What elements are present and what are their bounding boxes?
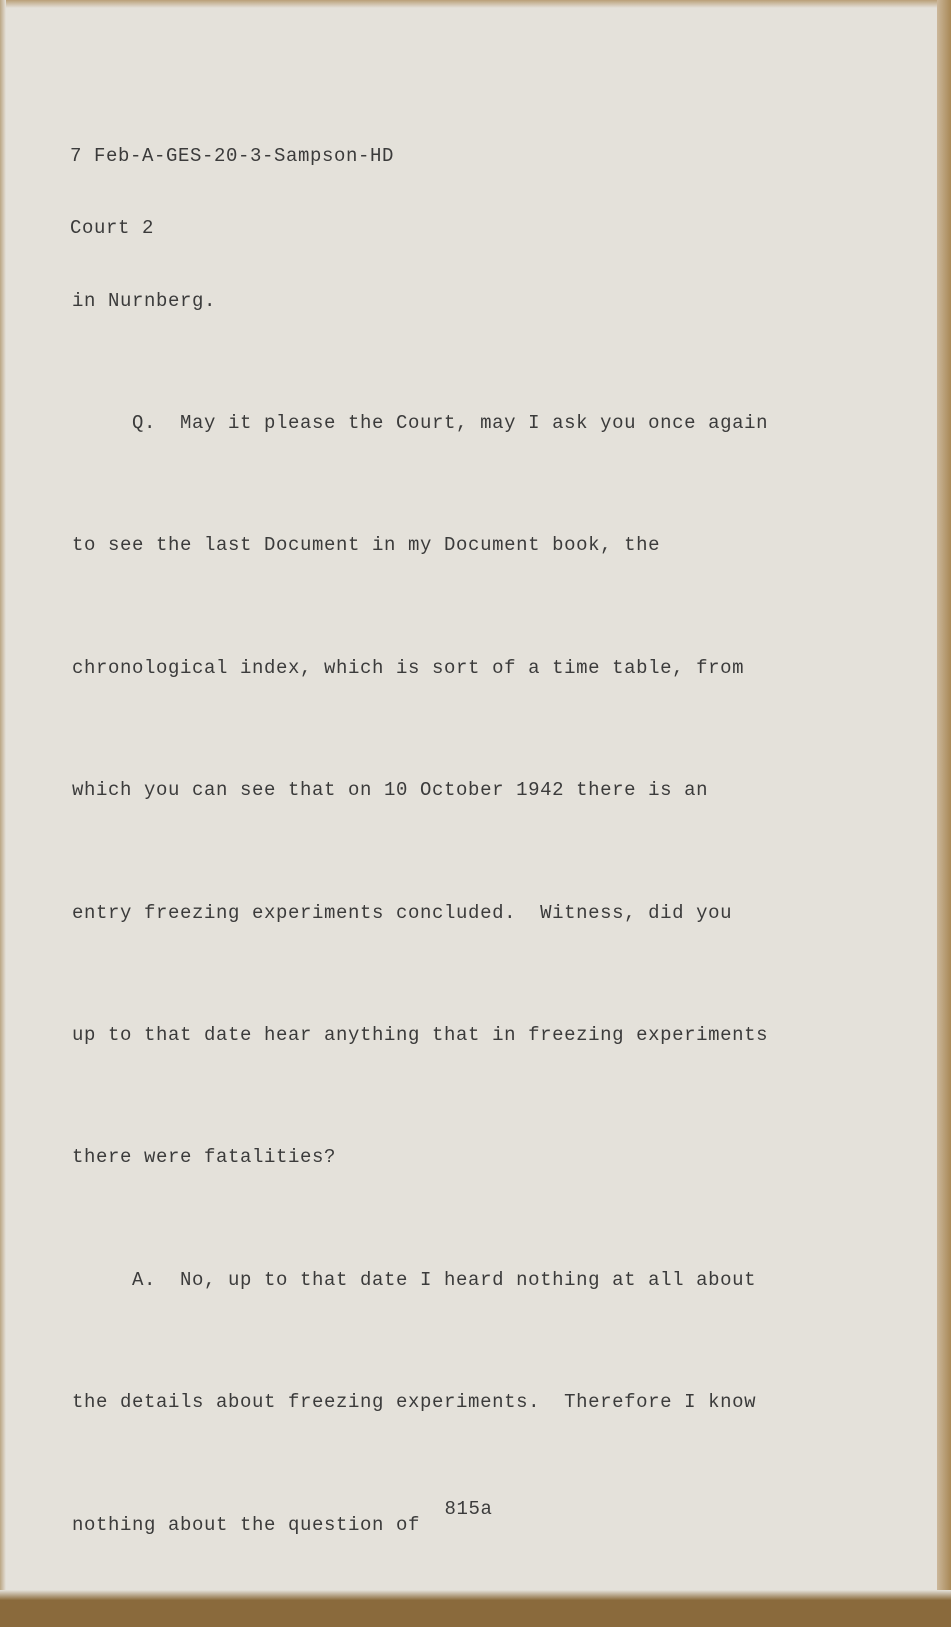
transcript-line: up to that date hear anything that in freezing experiments — [72, 1023, 769, 1046]
transcript-line: in Nurnberg. — [72, 289, 217, 312]
page-left-edge — [0, 0, 6, 1600]
transcript-body — [72, 199, 768, 1627]
transcript-line: entry freezing experiments concluded. Witness, did you — [72, 901, 733, 924]
transcript-line: chronological index, which is sort of a time table, from — [72, 656, 745, 679]
transcript-line: the details about freezing experiments. Therefore I know — [72, 1391, 757, 1414]
page-number: 815a — [444, 1498, 493, 1520]
transcript-line: which you can see that on 10 October 1942 there is an — [72, 779, 709, 802]
page-top-edge — [0, 0, 951, 8]
transcript-line: nothing about the question of — [72, 1513, 421, 1536]
transcript-line: to see the last Document in my Document book, the — [72, 534, 661, 557]
transcript-line: Q. May it please the Court, may I ask you once again — [72, 411, 769, 434]
transcript-line: there were fatalities? — [72, 1146, 337, 1169]
transcript-line: A. No, up to that date I heard nothing at all about — [72, 1268, 757, 1291]
page-right-edge — [937, 0, 951, 1600]
header-reference: 7 Feb-A-GES-20-3-Sampson-HD — [70, 145, 395, 167]
header-court: Court 2 — [70, 217, 155, 239]
